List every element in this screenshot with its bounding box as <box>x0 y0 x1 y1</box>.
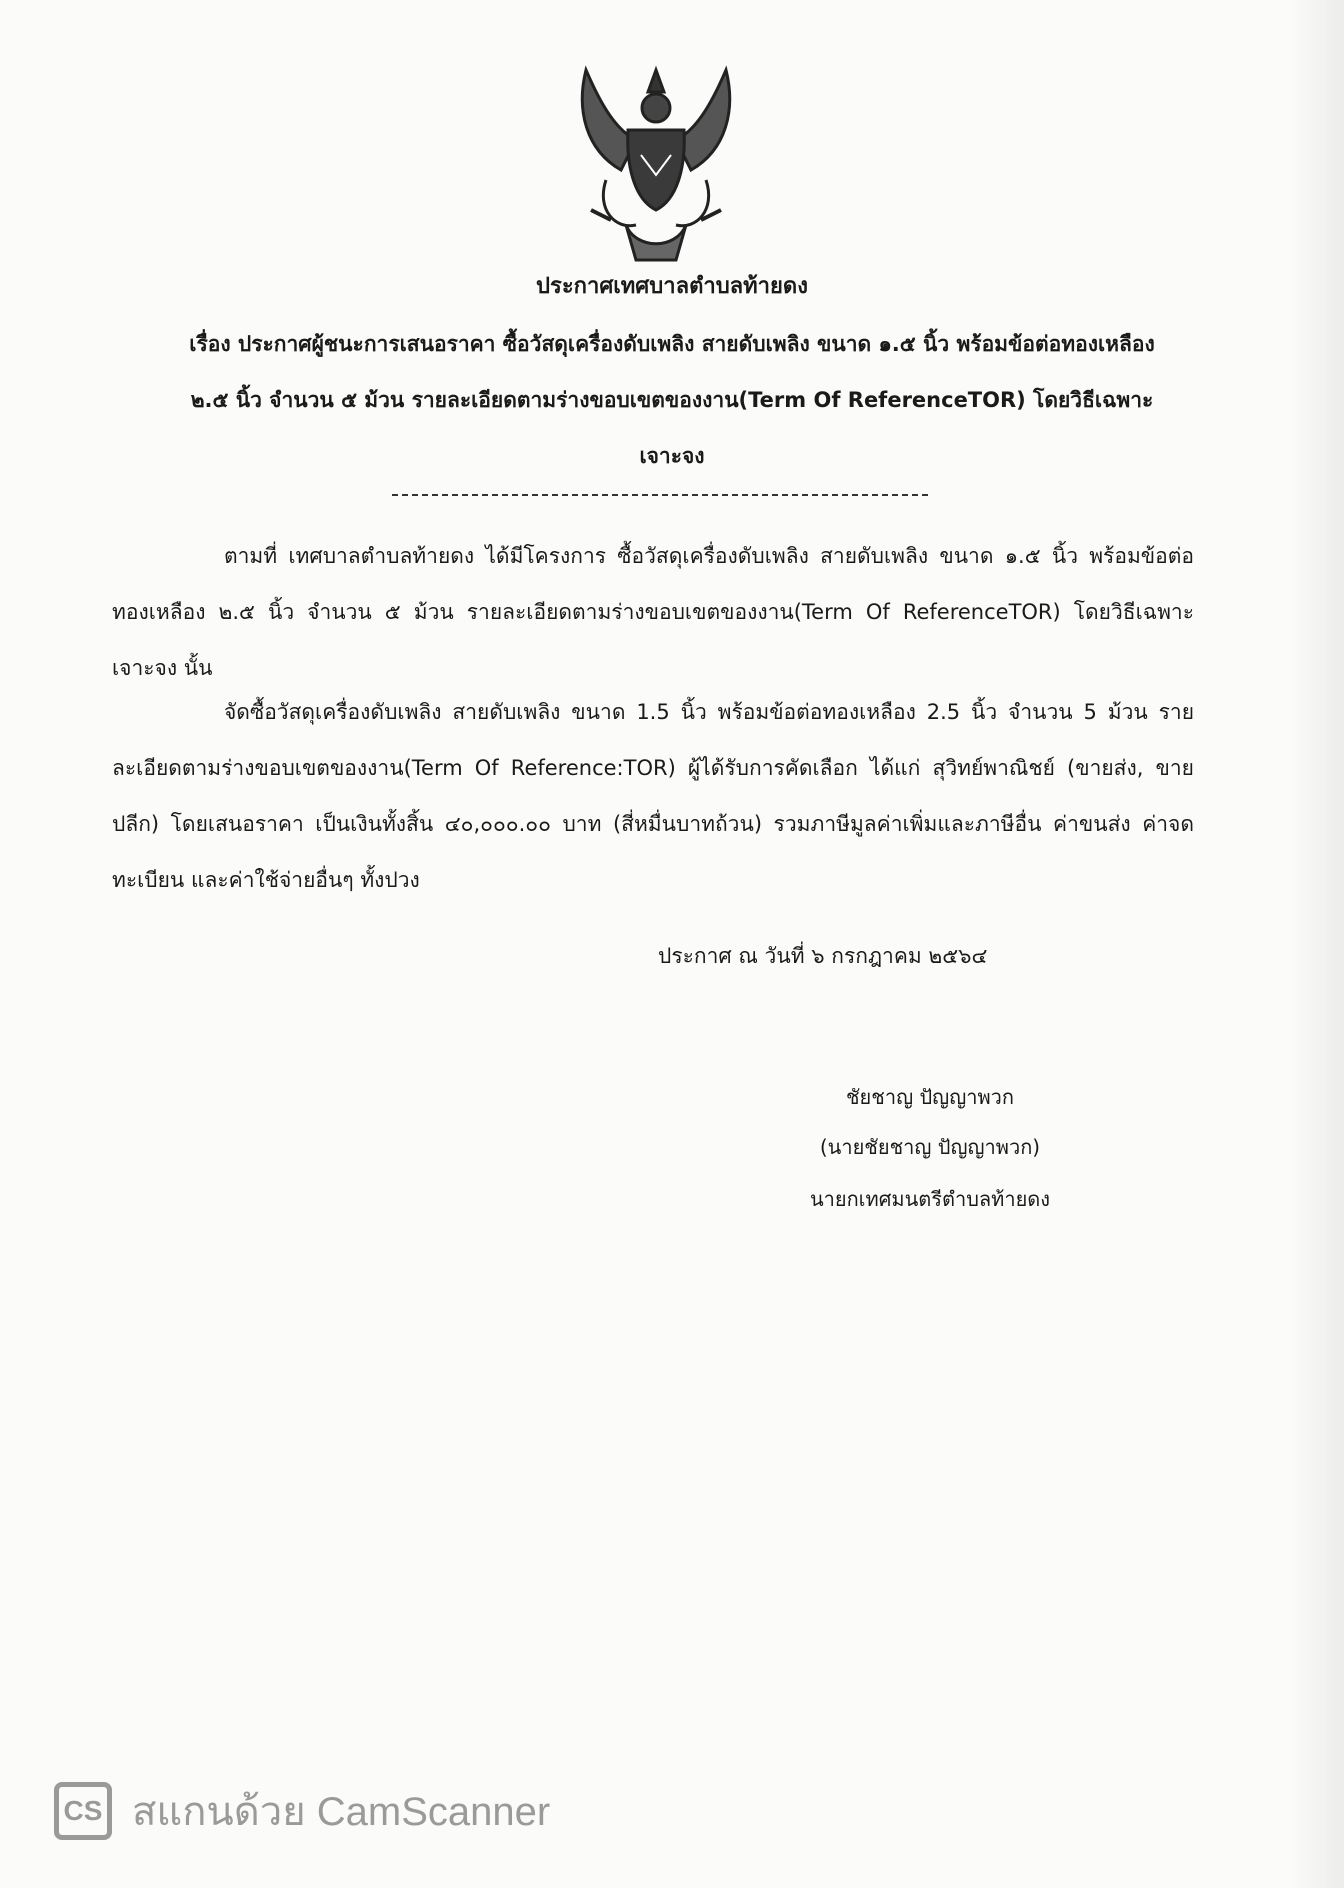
camscanner-logo-icon: CS <box>54 1782 112 1840</box>
subject-line: เจาะจง <box>639 444 705 468</box>
garuda-emblem-icon <box>566 60 746 265</box>
signatory-full-name: (นายชัยชาญ ปัญญาพวก) <box>819 1135 1041 1159</box>
subject-line: เรื่อง ประกาศผู้ชนะการเสนอราคา ซื้อวัสดุเครื่องดับเพลิง สายดับเพลิง ขนาด ๑.๕ นิ้ว พร้อมข้อต่อทองเหลือง <box>189 332 1155 356</box>
announcement-date: ประกาศ ณ วันที่ ๖ กรกฎาคม ๒๕๖๔ <box>658 944 988 968</box>
scanner-watermark <box>54 1782 550 1840</box>
divider <box>392 494 928 496</box>
subject-line: ๒.๕ นิ้ว จำนวน ๕ ม้วน รายละเอียดตามร่างขอบเขตของงาน(Term Of ReferenceTOR) โดยวิธีเฉพาะ <box>190 388 1154 412</box>
body-paragraph-1: ตามที่ เทศบาลตำบลท้ายดง ได้มีโครงการ ซื้อวัสดุเครื่องดับเพลิง สายดับเพลิง ขนาด ๑.๕ นิ้ว พร้อมข้อต่อทองเหลือง ๒.๕ นิ้ว จำนวน ๕ ม้วน รายละเอียดตามร่างขอบเขตของงาน(Term Of ReferenceTOR) โดยวิธีเฉพาะเจาะจง นั้น <box>112 544 1194 680</box>
watermark-text: สแกนด้วย CamScanner <box>132 1790 551 1834</box>
subject-heading <box>100 316 1244 484</box>
agency-heading: ประกาศเทศบาลตำบลท้ายดง <box>536 274 808 299</box>
body-paragraph-2: จัดซื้อวัสดุเครื่องดับเพลิง สายดับเพลิง ขนาด 1.5 นิ้ว พร้อมข้อต่อทองเหลือง 2.5 นิ้ว จำนวน 5 ม้วน รายละเอียดตามร่างขอบเขตของงาน(Term Of Reference:TOR) ผู้ได้รับการคัดเลือก ได้แก่ สุวิทย์พาณิชย์ (ขายส่ง, ขายปลีก) โดยเสนอราคา เป็นเงินทั้งสิ้น ๔๐,๐๐๐.๐๐ บาท (สี่หมื่นบาทถ้วน) รวมภาษีมูลค่าเพิ่มและภาษีอื่น ค่าขนส่ง ค่าจดทะเบียน และค่าใช้จ่ายอื่นๆ ทั้งปวง <box>112 700 1194 892</box>
signatory-title: นายกเทศมนตรีตำบลท้ายดง <box>809 1187 1051 1211</box>
signature-name: ชัยชาญ ปัญญาพวก <box>845 1085 1015 1109</box>
